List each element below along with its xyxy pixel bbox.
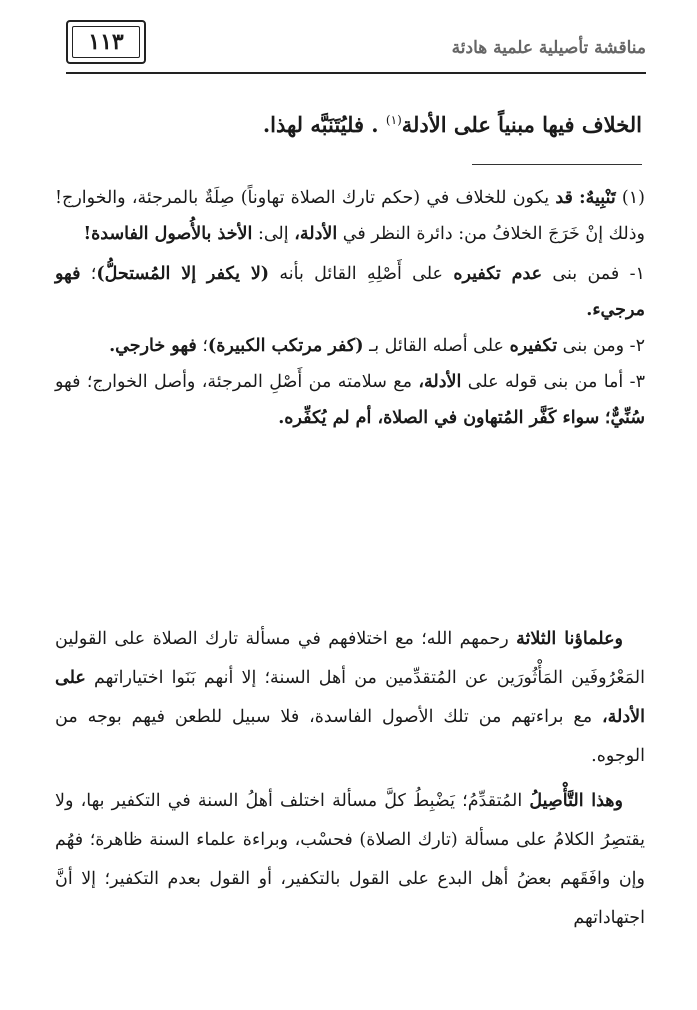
item2-bold2: (كفر مرتكب الكبيرة): [207, 336, 364, 356]
ila-word: إلى:: [257, 224, 289, 244]
body-paragraph-1: [55, 620, 645, 776]
item2-bold1: تكفيره: [509, 336, 558, 356]
footnote: [55, 180, 645, 436]
qad-word: قد: [555, 188, 573, 208]
item1-lead: ١- فمن بنى: [552, 264, 645, 284]
item3-mid: مع سلامته من أَصْلِ المرجئة، وأصل الخوارج؛ فهو: [55, 372, 412, 392]
footnote-item-2: [55, 328, 645, 364]
p1-bold1: وعلماؤنا الثلاثة: [516, 629, 623, 649]
header-rule: [66, 72, 646, 74]
footnote-paragraph-1: [55, 180, 645, 252]
item3-lead: ٣- أما من بنى قوله على: [467, 372, 645, 392]
footnote-item-1: [55, 256, 645, 328]
p2-bold1: وهذا التَّأْصِيلُ: [529, 791, 623, 811]
item3-bold2: سُنِّيٌّ؛: [604, 408, 645, 428]
footnote-reference: (١): [385, 113, 402, 127]
item2-after: ؛: [202, 336, 208, 356]
footnote-separator: [472, 164, 642, 165]
footnote-number: (١): [621, 188, 645, 208]
item1-bold3: فهو مرجيء.: [55, 264, 645, 320]
item3-bold1: الأدلة،: [418, 372, 462, 392]
body-paragraph-2: [55, 782, 645, 938]
item2-lead: ٢- ومن بنى: [562, 336, 645, 356]
p2-text1: المُتقدِّمُ؛ يَضْبِطُ كلَّ مسألة اختلف أهلُ السنة في التكفير بها، ولا يقتصِرُ الكلامُ على مسألة (تارك الصلاة) فحسْب، وبراءة علماء السنة ظاهرة؛ فهُم وإن وافَقَهم بعضُ أهل البدع على القول بالتكفير، أو القول بعدم التكفير؛ إلا أنَّ اجتهاداتهم: [55, 791, 645, 928]
item1-mid: على أَصْلِهِ القائل بأنه: [279, 264, 443, 284]
running-title: مناقشة تأصيلية علمية هادئة: [451, 38, 646, 58]
adilla-word: الأدلة،: [294, 224, 338, 244]
main-line-end: . فليُتَنَبَّه لهذا.: [262, 112, 379, 137]
item1-bold1: عدم تكفيره: [453, 264, 543, 284]
page-header: [66, 20, 646, 78]
p1-text2: مع براءتهم من تلك الأصول الفاسدة، فلا سبيل للطعن فيهم بوجه من الوجوه.: [55, 707, 645, 766]
akhdh-phrase: الأخذ بالأُصول الفاسدة!: [83, 224, 253, 244]
page-number-frame: [66, 20, 146, 64]
main-text-line: [263, 112, 642, 137]
p1-bold2: على الأدلة،: [55, 668, 645, 727]
footnote-label: تَنْبِيهٌ:: [579, 188, 616, 208]
p1-text1: رحمهم الله؛ مع اختلافهم في مسألة تارك الصلاة على القولين المَعْرُوفَين المَأْثُورَين عن المُتقدِّمين من أهل السنة؛ إلا أنهم بَنَوا اختياراتهم: [55, 629, 645, 688]
main-line-text: الخلاف فيها مبنياً على الأدلة: [401, 112, 642, 137]
footnote-text-1: يكون للخلاف في (حكم تارك الصلاة تهاوناً) صِلَةٌ بالمرجئة، والخوارج! وذلك إنْ خَرَجَ الخلافُ من: دائرة النظر في: [55, 188, 645, 244]
item2-bold3: فهو خارجي.: [109, 336, 197, 356]
item1-after: ؛: [90, 264, 97, 284]
item2-mid: على أصله القائل بـ: [369, 336, 504, 356]
item3-bold3: سواء كَفَّر المُتهاون في الصلاة، أم لم يُكفِّره.: [278, 408, 600, 428]
page-number: ١١٣: [72, 26, 140, 58]
footnote-item-3: [55, 364, 645, 436]
item1-bold2: (لا يكفر إلا المُستحلُّ): [96, 264, 270, 284]
body-text: [55, 620, 645, 938]
